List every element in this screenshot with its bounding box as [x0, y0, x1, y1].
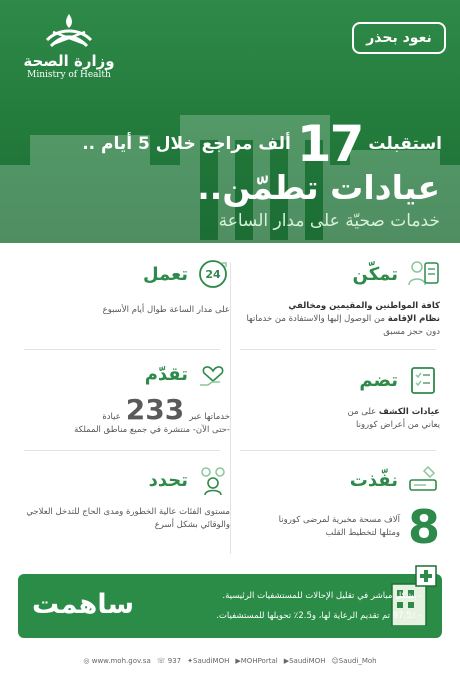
card-provide-number: 233: [125, 393, 185, 426]
footer-portal-text: MOHPortal: [240, 657, 278, 665]
footer-phone-text: 937: [167, 657, 182, 665]
contribution-lines: [122, 586, 422, 626]
twitter-icon: ✦: [187, 657, 193, 665]
card-include: [230, 362, 440, 432]
card-enable-title: تمكّن: [352, 263, 398, 285]
footer-twitter[interactable]: [187, 657, 229, 665]
grid-divider-horizontal: [240, 450, 436, 451]
grid-divider-horizontal: [24, 450, 220, 451]
svg-text:24: 24: [205, 268, 221, 281]
card-include-text2: يعاني من أعراض كورونا: [356, 420, 440, 430]
page-title: عيادات تطمّن..: [197, 168, 440, 207]
card-executed-body: [230, 500, 440, 554]
logo-arabic-text: وزارة الصحة: [23, 52, 115, 70]
heart-hand-icon: [196, 357, 230, 391]
campaign-badge: نعود بحذر: [352, 22, 446, 54]
footer-snap-text: Saudi_Moh: [338, 657, 377, 665]
footer-portal[interactable]: [235, 657, 277, 665]
contribution-title: ساهمت: [32, 589, 135, 620]
headline-suffix: ألف مراجع خلال 5 أيام ..: [82, 134, 291, 154]
card-executed-number: 8: [407, 500, 440, 554]
headline-prefix: استقبلت: [368, 134, 442, 154]
checklist-icon: [406, 363, 440, 397]
headline: [16, 114, 442, 174]
card-provide-body: [20, 393, 230, 437]
card-provide-unit: عيادة: [102, 412, 121, 422]
card-enable-bold1: كافة المواطنين والمقيمين ومخالفي: [288, 301, 440, 311]
card-provide-title: تقدّم: [144, 363, 188, 385]
card-enable-body: [230, 300, 440, 339]
card-work-body: على مدار الساعة طوال أيام الأسبوع: [102, 305, 230, 315]
contribution-line1: - بشكل مباشر في تقليل الإحالات للمستشفيات الرئيسية.: [222, 591, 422, 601]
ministry-logo: [14, 10, 124, 90]
card-identify: [20, 462, 230, 532]
24h-icon: [196, 257, 230, 291]
card-identify-body: مستوى الفئات عالية الخطورة ومدى الحاج للتدخل العلاجي والوقائي بشكل أسرع: [26, 507, 230, 530]
card-executed-title: نفّذت: [349, 469, 398, 491]
footer-youtube[interactable]: [284, 657, 326, 665]
contribution-box: [18, 574, 442, 638]
people-id-icon: [406, 257, 440, 291]
grid-divider-horizontal: [240, 349, 436, 350]
ministry-logo-icon: [39, 10, 99, 48]
footer: [0, 652, 460, 670]
header-banner: [0, 0, 460, 243]
footer-twitter-text: SaudiMOH: [193, 657, 230, 665]
logo-english-text: Ministry of Health: [27, 70, 111, 80]
contribution-line2: - 97.5٪ تم تقديم الرعاية لها، و2.5٪ تحويلها للمستشفيات.: [216, 611, 422, 621]
footer-youtube-text: SaudiMOH: [289, 657, 326, 665]
globe-icon: ◎: [83, 657, 90, 665]
card-work-title: تعمل: [142, 263, 188, 285]
phone-icon: ☏: [156, 657, 166, 665]
grid-divider-horizontal: [24, 349, 220, 350]
card-provide: [20, 356, 230, 437]
footer-web[interactable]: [83, 657, 150, 665]
card-identify-title: تحدد: [148, 469, 188, 491]
card-work: [20, 256, 230, 317]
card-include-body: [230, 406, 440, 432]
card-enable-text: من الوصول إليها والاستفادة من خدماتها دون حجز مسبق: [246, 314, 440, 337]
test-tube-icon: [406, 463, 440, 497]
footer-snap[interactable]: [331, 657, 376, 665]
snapchat-icon: ☺: [331, 657, 339, 665]
card-executed-line1: آلاف مسحة مخبرية لمرضى كورونا: [278, 515, 400, 525]
card-provide-text: -حتى الآن- منتشرة في جميع مناطق المملكة: [74, 425, 230, 435]
card-include-text1: على من: [347, 407, 377, 417]
page-subtitle: خدمات صحيّة على مدار الساعة: [218, 211, 440, 231]
headline-number: 17: [296, 115, 363, 173]
card-executed-line2: ومثلها لتخطيط القلب: [325, 528, 400, 538]
card-provide-prefix: خدماتها عبر: [189, 412, 230, 422]
card-include-bold: عيادات الكشف: [378, 407, 440, 417]
youtube-icon: ▶: [283, 657, 290, 665]
card-enable: [230, 256, 440, 339]
footer-web-text: www.moh.gov.sa: [91, 657, 151, 665]
card-executed: [230, 462, 440, 554]
people-group-icon: [196, 463, 230, 497]
card-enable-bold2: نظام الإقامة: [387, 314, 440, 324]
card-include-title: تضم: [359, 369, 398, 391]
footer-phone[interactable]: [157, 657, 181, 665]
youtube-icon: ▶: [235, 657, 241, 665]
